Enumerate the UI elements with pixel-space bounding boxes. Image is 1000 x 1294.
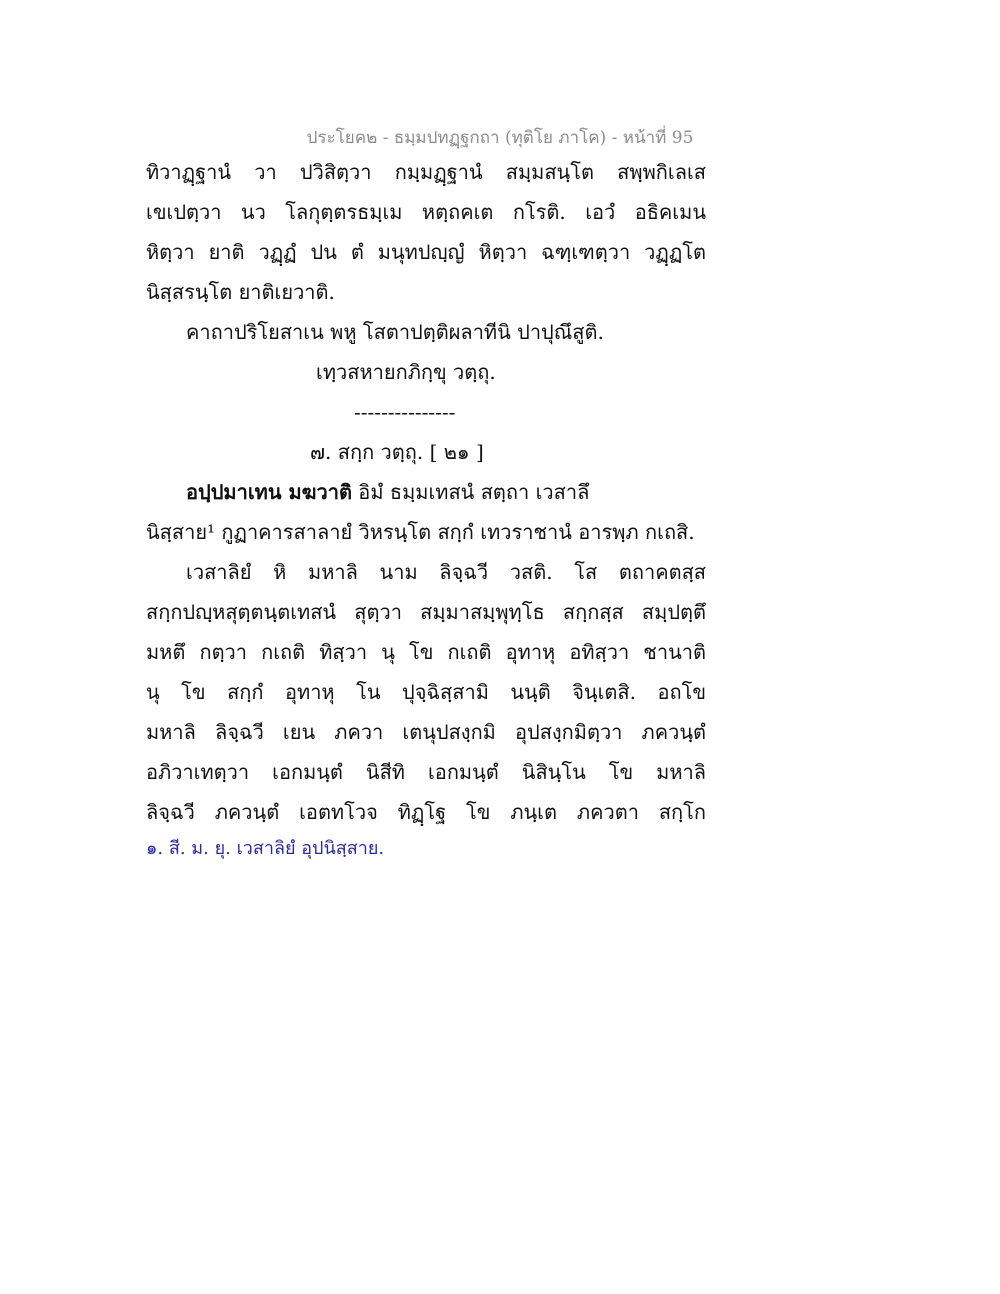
text-line-15: ลิจฺฉวี ภควนฺตํ เอตทโวจ ทิฏฺโฐ โข ภนฺเต ภควตา สกฺโก — [146, 800, 706, 824]
text-line-2: เขเปตฺวา นว โลกุตฺตรธมฺเม หตฺถคเต กโรติ. เอวํ อธิคเมน — [146, 200, 706, 224]
page-header: ประโยค๒ - ธมฺมปทฏฺฐกถา (ทุติโย ภาโค) - หน้าที่ 95 — [306, 128, 694, 148]
text-line-4: นิสฺสรนฺโต ยาติเยวาติ. — [146, 280, 335, 304]
text-line-10: สกฺกปญฺหสุตฺตนฺตเทสนํ สุตฺวา สมฺมาสมฺพุทฺโธ สกฺกสฺส สมฺปตฺตึ — [146, 600, 706, 624]
text-line-9: เวสาลิยํ หิ มหาลิ นาม ลิจฺฉวี วสติ. โส ตถาคตสฺส — [186, 560, 706, 584]
story-end-title: เทฺวสหายกภิกฺขุ วตฺถุ. — [316, 360, 496, 384]
text-line-8: นิสฺสาย¹ กูฏาคารสาลายํ วิหรนฺโต สกฺกํ เทวราชานํ อารพฺภ กเถสิ. — [146, 520, 695, 544]
text-line-5: คาถาปริโยสาเน พหู โสตาปตฺติผลาทีนิ ปาปุณึสูติ. — [186, 320, 604, 344]
text-line-1: ทิวาฏฺฐานํ วา ปวิสิตฺวา กมฺมฏฺฐานํ สมฺมสนฺโต สพฺพกิเลเส — [146, 160, 706, 184]
text-line-7 — [186, 478, 706, 506]
text-line-3: หิตฺวา ยาติ วฏฺฏํ ปน ตํ มนุทปญฺญํ หิตฺวา ฉฑฺเฑตฺวา วฏฺฏโต — [146, 240, 706, 264]
verse-keyword: อปฺปมาเทน มฆวาติ — [186, 480, 352, 504]
footnote: ๑. สี. ม. ยุ. เวสาลิยํ อุปนิสฺสาย. — [146, 838, 385, 859]
text-line-11: มหตึ กตฺวา กเถติ ทิสฺวา นุ โข กเถติ อุทาหุ อทิสฺวา ชานาติ — [146, 640, 706, 664]
section-divider: --------------- — [354, 400, 456, 424]
text-line-12: นุ โข สกฺกํ อุทาหุ โน ปุจฺฉิสฺสามิ นนฺติ จินฺเตสิ. อถโข — [146, 680, 706, 704]
text-line-13: มหาลิ ลิจฺฉวี เยน ภควา เตนุปสงฺกมิ อุปสงฺกมิตฺวา ภควนฺตํ — [146, 720, 706, 744]
section-title: ๗. สกฺก วตฺถุ. [ ๒๑ ] — [310, 440, 484, 464]
text-line-7-rest: อิมํ ธมฺมเทสนํ สตฺถา เวสาลึ — [351, 480, 590, 504]
text-line-14: อภิวาเทตฺวา เอกมนฺตํ นิสีทิ เอกมนฺตํ นิสินฺโน โข มหาลิ — [146, 760, 706, 784]
